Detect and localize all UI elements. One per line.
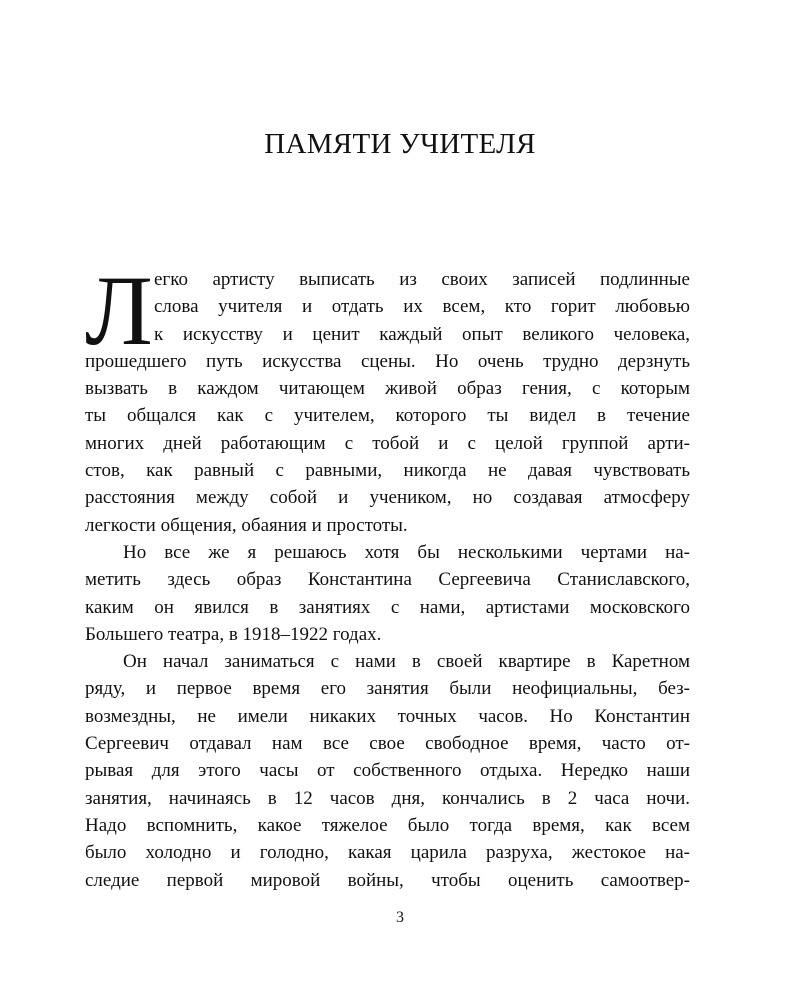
text-line: стов, как равный с равными, никогда не давая чувствовать <box>85 460 690 482</box>
text-line: расстояния между собой и учеником, но создавая атмосферу <box>85 487 690 509</box>
chapter-title: ПАМЯТИ УЧИТЕЛЯ <box>264 128 536 160</box>
text-line: занятия, начинаясь в 12 часов дня, кончались в 2 часа ночи. <box>85 787 690 809</box>
text-line: Большего театра, в 1918–1922 годах. <box>85 623 382 645</box>
text-line: многих дней работающим с тобой и с целой группой арти- <box>85 432 690 454</box>
paragraph-3 <box>85 648 690 894</box>
text-line: ряду, и первое время его занятия были неофициальны, без- <box>85 678 690 700</box>
text-line: Но все же я решаюсь хотя бы несколькими чертами на- <box>123 541 690 563</box>
text-line: ты общался как с учителем, которого ты видел в течение <box>85 405 690 427</box>
drop-cap: Л <box>85 255 153 366</box>
paragraph-1 <box>85 255 690 539</box>
text-line: следие первой мировой войны, чтобы оценить самоотвер- <box>85 869 690 891</box>
text-line: было холодно и голодно, какая царила разруха, жестокое на- <box>85 842 690 864</box>
text-line: егко артисту выписать из своих записей подлинные <box>154 269 690 290</box>
text-line: прошедшего путь искусства сцены. Но очень трудно дерзнуть <box>85 350 690 372</box>
text-line: Сергеевич отдавал нам все свое свободное время, часто от- <box>85 733 690 755</box>
text-line: каким он явился в занятиях с нами, артистами московского <box>85 596 690 618</box>
text-line: Надо вспомнить, какое тяжелое было тогда время, как всем <box>85 814 690 836</box>
text-line: возмездны, не имели никаких точных часов. Но Константин <box>85 705 690 727</box>
paragraph-2 <box>85 539 690 648</box>
text-line: Он начал заниматься с нами в своей квартире в Каретном <box>123 651 690 673</box>
body-text <box>85 255 690 894</box>
text-line: метить здесь образ Константина Сергеевича Станиславского, <box>85 569 690 591</box>
text-line: рывая для этого часы от собственного отдыха. Нередко наши <box>85 760 690 782</box>
text-line: вызвать в каждом читающем живой образ гения, с которым <box>85 378 690 400</box>
text-line: к искусству и ценит каждый опыт великого человека, <box>154 323 690 345</box>
text-line: легкости общения, обаяния и простоты. <box>85 514 408 536</box>
text-line: слова учителя и отдать их всем, кто горит любовью <box>154 296 690 318</box>
page-number: 3 <box>396 909 404 926</box>
